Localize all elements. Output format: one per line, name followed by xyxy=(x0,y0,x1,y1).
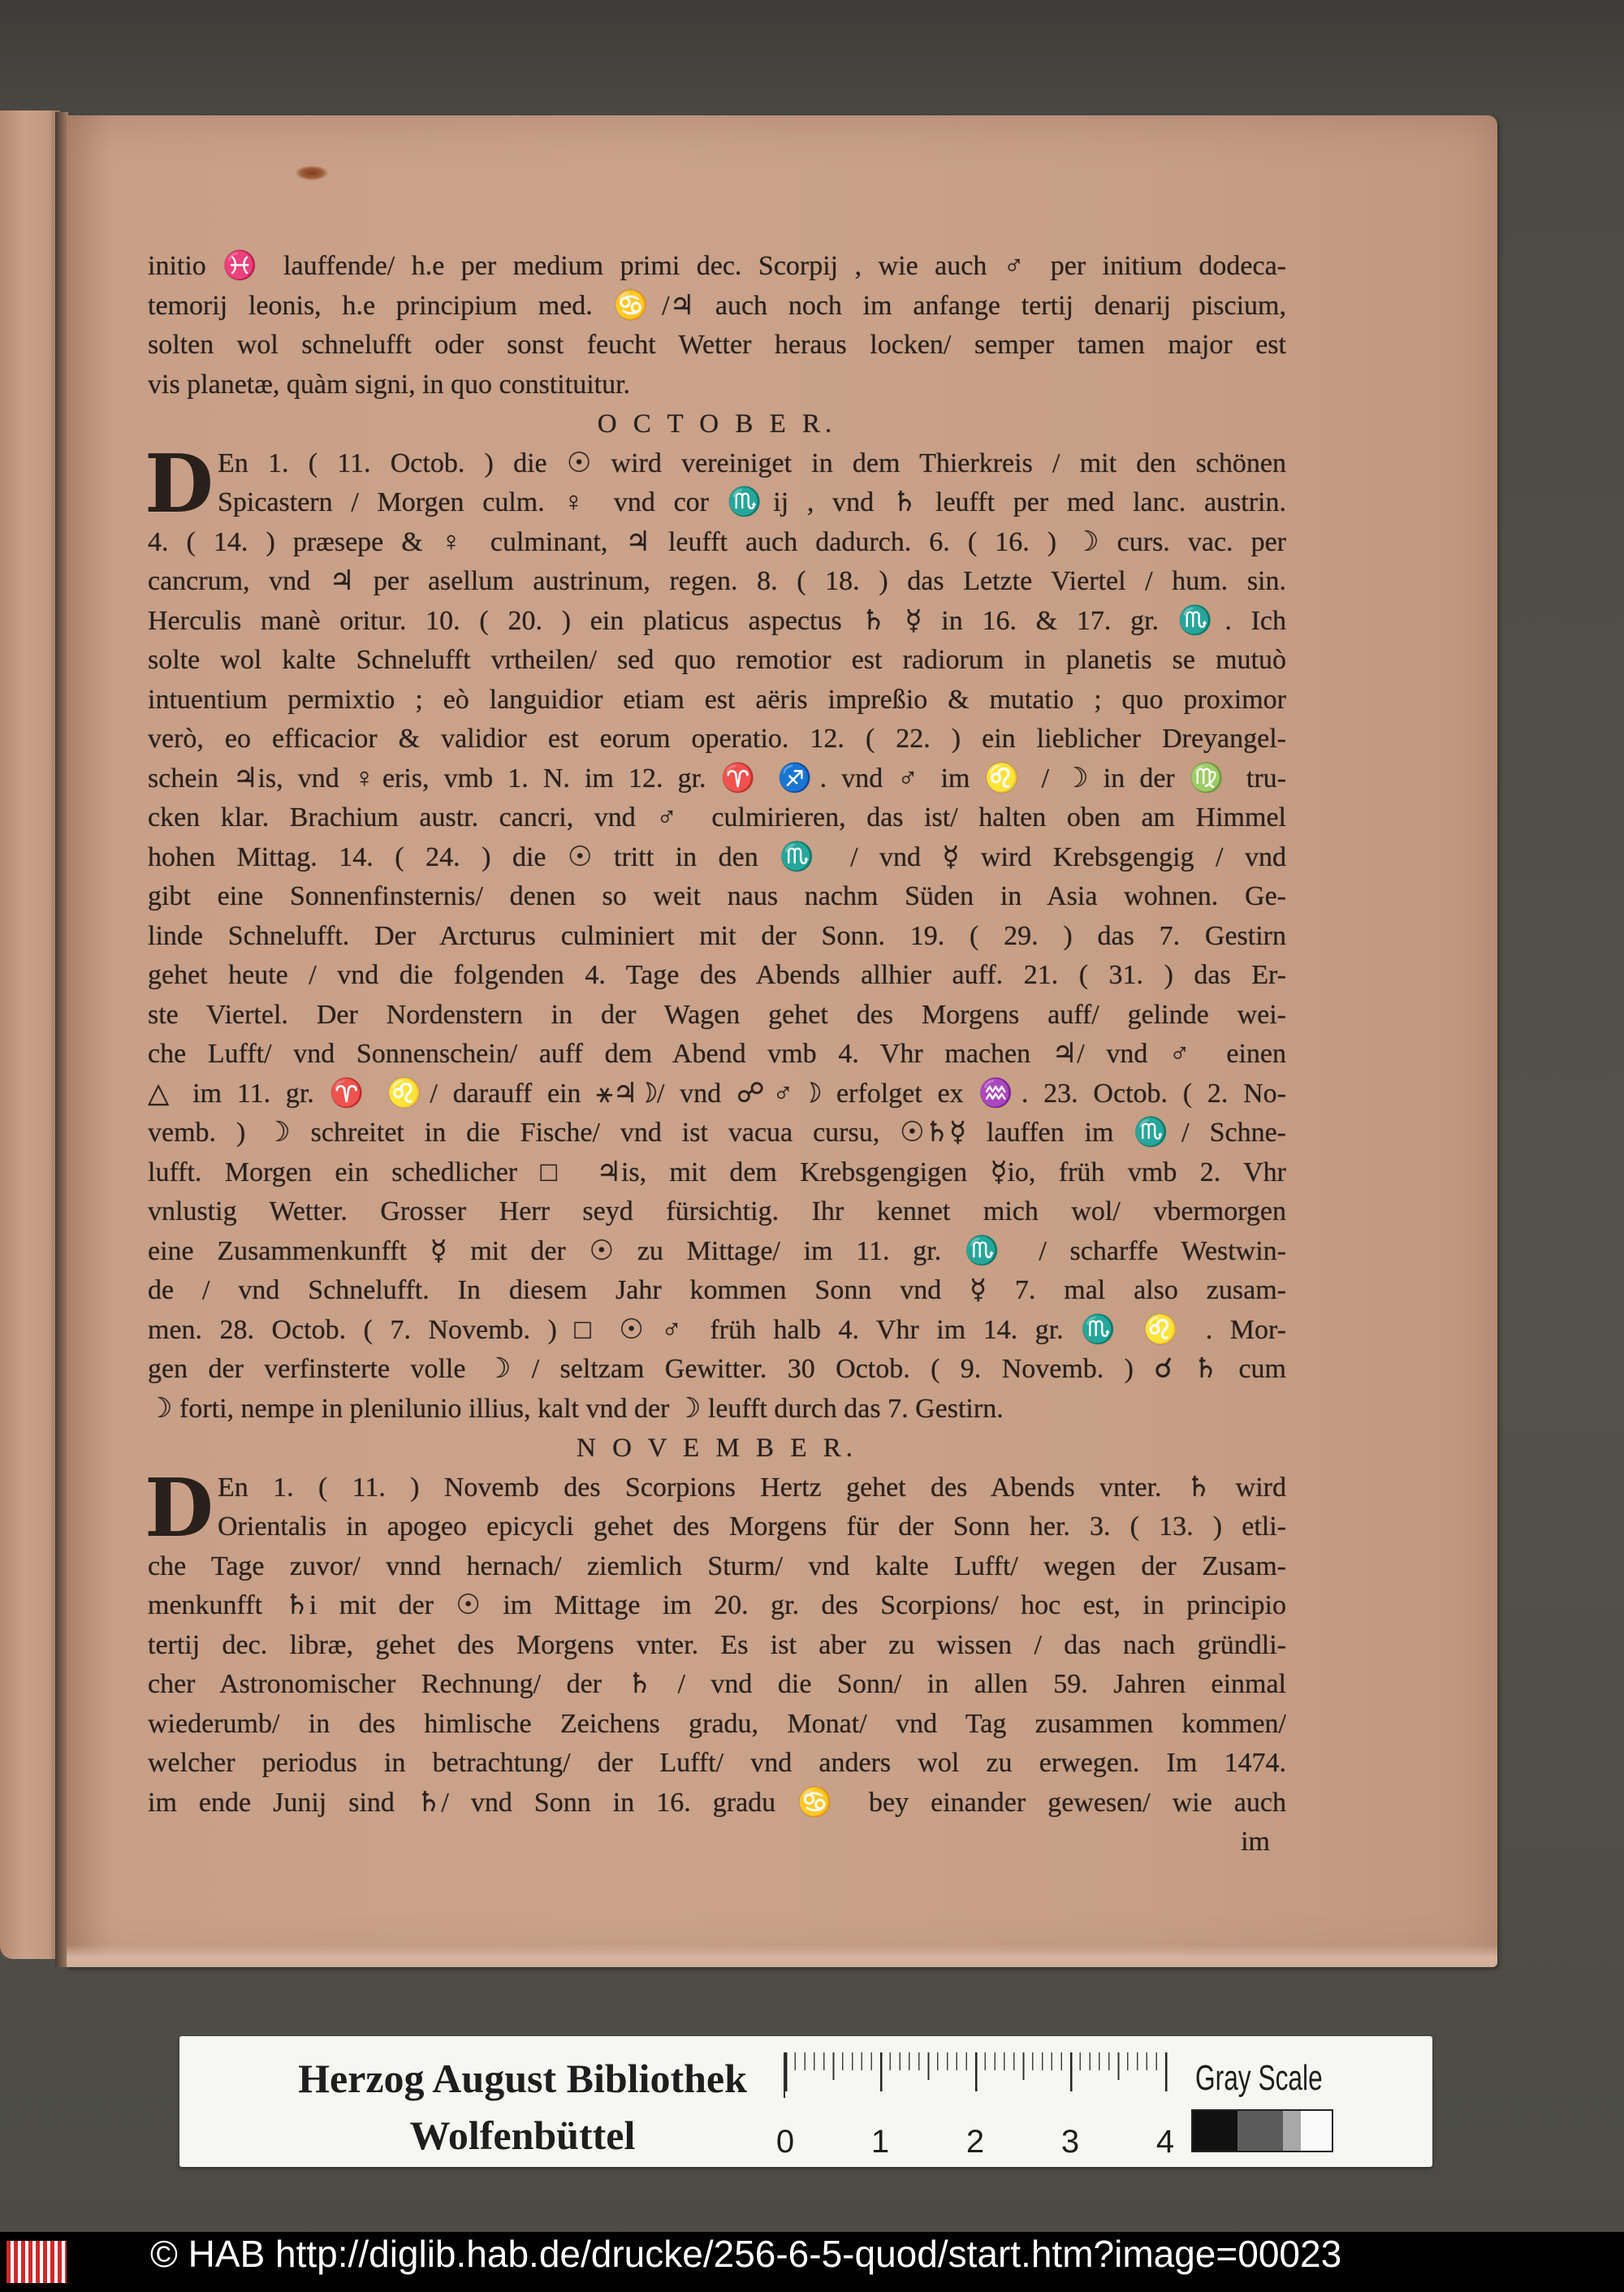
text-line: ste Viertel. Der Nordenstern in der Wagen gehet des Morgens auff/ gelinde wei- xyxy=(148,999,1286,1030)
text-line: eine Zusammenkunfft ☿ mit der ☉ zu Mittage/ im 11. gr. ♏ / scharffe Westwin- xyxy=(148,1235,1286,1266)
october-paragraph xyxy=(145,437,1286,1429)
ink-stain xyxy=(296,166,328,180)
footer-bar xyxy=(0,2232,1624,2292)
institution-name: Herzog August Bibliothek xyxy=(298,2056,747,2101)
gray-step-dark xyxy=(1237,2111,1283,2151)
hab-logo-icon xyxy=(6,2241,67,2283)
text-line: im ende Junij sind ♄/ vnd Sonn in 16. gradu ♋ bey einander gewesen/ wie auch xyxy=(148,1787,1286,1818)
text-line: vemb. ) ☽ schreitet in die Fische/ vnd ist vacua cursu, ☉♄☿ lauffen im ♏/ Schne- xyxy=(148,1118,1286,1148)
text-line: verò, eo efficacior & validior est eorum operatio. 12. ( 22. ) ein lieblicher Dreyangel- xyxy=(148,724,1286,754)
drop-cap: D xyxy=(145,1461,214,1555)
text-line: intuentium permixtio ; eò languidior etiam est aëris impreßio & mutatio ; quo proximor xyxy=(148,684,1286,715)
heading-november: N O V E M B E R. xyxy=(577,1434,857,1463)
text-line: Spicastern / Morgen culm. ♀ vnd cor ♏ij , vnd ♄ leufft per med lanc. austrin. xyxy=(218,487,1286,517)
text-line: △ im 11. gr. ♈ ♌/ darauff ein ⚹♃☽/ vnd ☍♂☽ erfolget ex ♒. 23. Octob. ( 2. No- xyxy=(148,1078,1286,1109)
text-line: vis planetæ, quàm signi, in quo constituitur. xyxy=(148,369,631,400)
text-line: initio ♓ lauffende/ h.e per medium primi dec. Scorpij , wie auch ♂ per initium dodeca- xyxy=(148,251,1286,281)
text-line: tertij dec. libræ, gehet des Morgens vnter. Es ist aber zu wissen / das nach gründli- xyxy=(148,1629,1286,1660)
text-line: che Tage zuvor/ vnnd hernach/ ziemlich Sturm/ vnd kalte Lufft/ wegen der Zusam- xyxy=(148,1550,1286,1581)
gray-step-white xyxy=(1301,2111,1332,2151)
heading-october: O C T O B E R. xyxy=(597,409,837,439)
text-line: linde Schnelufft. Der Arcturus culminiert mit der Sonn. 19. ( 29. ) das 7. Gestirn xyxy=(148,920,1286,951)
intro-paragraph xyxy=(148,247,1286,404)
text-line: 4. ( 14. ) præsepe & ♀ culminant, ♃ leufft auch dadurch. 6. ( 16. ) ☽ curs. vac. per xyxy=(148,526,1286,557)
text-line: lufft. Morgen ein schedlicher □ ♃is, mit dem Krebsgengigen ☿io, früh vmb 2. Vhr xyxy=(148,1157,1286,1187)
ruler-cm-ticks xyxy=(785,2052,1170,2091)
text-line: cken klar. Brachium austr. cancri, vnd ♂ culmirieren, das ist/ halten oben am Himmel xyxy=(148,802,1286,832)
text-line: hohen Mittag. 14. ( 24. ) die ☉ tritt in den ♏ / vnd ☿ wird Krebsgengig / vnd xyxy=(148,841,1286,872)
page-text xyxy=(145,247,1286,1862)
text-line: che Lufft/ vnd Sonnenschein/ auff dem Abend vmb 4. Vhr machen ♃/ vnd ♂ einen xyxy=(148,1039,1286,1069)
gray-scale-label: Gray Scale xyxy=(1195,2058,1323,2098)
text-line: schein ♃is, vnd ♀eris, vmb 1. N. im 12. gr. ♈ ♐. vnd ♂ im ♌ / ☽ in der ♍ tru- xyxy=(148,763,1286,794)
ruler-number: 3 xyxy=(1060,2124,1080,2160)
gray-scale-swatch xyxy=(1191,2109,1333,2152)
ruler-number: 4 xyxy=(1155,2124,1175,2160)
color-reference-bar xyxy=(179,2036,1432,2167)
text-line: gibt eine Sonnenfinsternis/ denen so weit naus nachm Süden in Asia wohnen. Ge- xyxy=(148,881,1286,911)
text-line: vnlustig Wetter. Grosser Herr seyd fürsichtig. Ihr kennet mich wol/ vbermorgen xyxy=(148,1196,1286,1226)
text-line: cancrum, vnd ♃ per asellum austrinum, regen. 8. ( 18. ) das Letzte Viertel / hum. sin. xyxy=(148,566,1286,596)
ruler-number: 2 xyxy=(965,2124,985,2160)
ruler-number: 0 xyxy=(775,2124,795,2160)
ruler-number: 1 xyxy=(870,2124,890,2160)
text-line: Herculis manè oritur. 10. ( 20. ) ein platicus aspectus ♄ ☿ in 16. & 17. gr. ♏. Ich xyxy=(148,605,1286,636)
text-line: men. 28. Octob. ( 7. Novemb. ) □ ☉ ♂ früh halb 4. Vhr im 14. gr. ♏ ♌ . Mor- xyxy=(148,1314,1286,1345)
text-line: gen der verfinsterte volle ☽ / seltzam Gewitter. 30 Octob. ( 9. Novemb. ) ☌ ♄ cum xyxy=(148,1354,1286,1384)
text-line: de / vnd Schnelufft. In diesem Jahr kommen Sonn vnd ☿ 7. mal also zusam- xyxy=(148,1275,1286,1305)
drop-cap: D xyxy=(145,437,214,531)
facing-page-edge xyxy=(0,110,60,1959)
copyright-url: © HAB http://diglib.hab.de/drucke/256-6-5-quod/start.htm?image=00023 xyxy=(150,2233,1342,2275)
gray-step-black xyxy=(1193,2111,1237,2151)
page-bottom-edge xyxy=(67,1944,1497,1967)
text-line: welcher periodus in betrachtung/ der Lufft/ vnd anders wol zu erwegen. Im 1474. xyxy=(148,1748,1286,1778)
ruler-ticks xyxy=(785,2052,1170,2070)
text-line: ☽ forti, nempe in plenilunio illius, kalt vnd der ☽ leufft durch das 7. Gestirn. xyxy=(148,1393,1004,1424)
text-line: solten wol schnelufft oder sonst feucht Wetter heraus locken/ semper tamen major est xyxy=(148,330,1286,360)
text-line: gehet heute / vnd die folgenden 4. Tage des Abends allhier auff. 21. ( 31. ) das Er- xyxy=(148,960,1286,990)
text-line: En 1. ( 11. ) Novemb des Scorpions Hertz gehet des Abends vnter. ♄ wird xyxy=(218,1472,1286,1503)
november-paragraph xyxy=(145,1461,1286,1823)
text-line: En 1. ( 11. Octob. ) die ☉ wird vereiniget in dem Thierkreis / mit den schönen xyxy=(218,448,1286,478)
text-line: temorij leonis, h.e principium med. ♋/♃ auch noch im anfange tertij denarij piscium, xyxy=(148,290,1286,321)
text-line: cher Astronomischer Rechnung/ der ♄ / vnd die Sonn/ in allen 59. Jahren einmal xyxy=(148,1669,1286,1699)
institution-city: Wolfenbüttel xyxy=(409,2113,636,2158)
text-line: wiederumb/ in des himlische Zeichens gradu, Monat/ vnd Tag zusammen kommen/ xyxy=(148,1708,1286,1739)
text-line: Orientalis in apogeo epicycli gehet des Morgens für der Sonn her. 3. ( 13. ) etli- xyxy=(218,1511,1286,1542)
text-line: menkunfft ♄i mit der ☉ im Mittage im 20. gr. des Scorpions/ hoc est, in principio xyxy=(148,1590,1286,1620)
text-line: solte wol kalte Schnelufft vrtheilen/ sed quo remotior est radiorum in planetis se mutuò xyxy=(148,645,1286,675)
catchword: im xyxy=(1241,1827,1270,1857)
gray-step-light xyxy=(1283,2111,1301,2151)
